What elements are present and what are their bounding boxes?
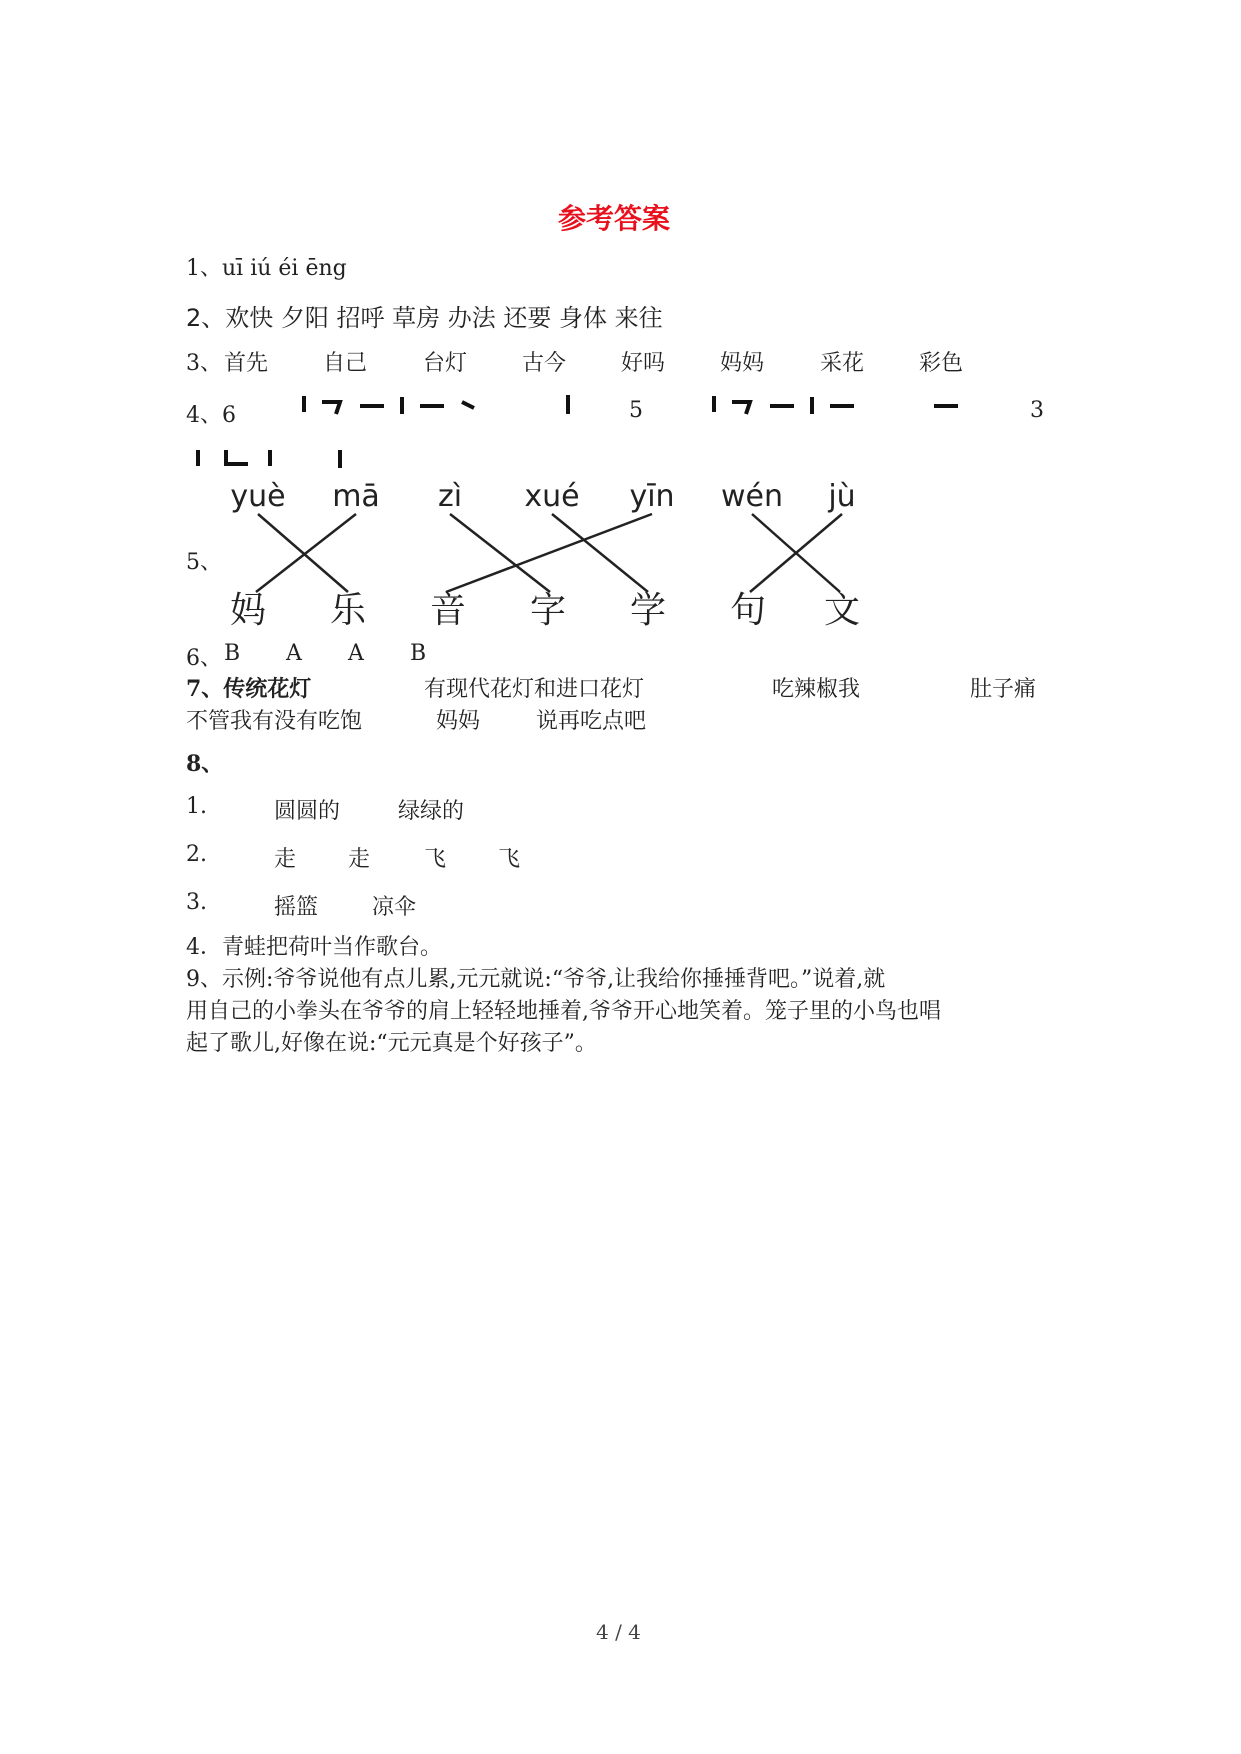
answer-2: 2、欢快 夕阳 招呼 草房 办法 还要 身体 来往 — [186, 304, 663, 332]
hanzi-label: 音 — [429, 590, 467, 630]
stroke-order-icon — [560, 392, 580, 422]
answer-3-word: 好吗 — [621, 351, 666, 376]
answer-8-item-number: 1. — [186, 794, 207, 819]
answer-9-line: 9、示例:爷爷说他有点儿累,元元就说:“爷爷,让我给你捶捶背吧。”说着,就 — [186, 967, 886, 992]
answer-5-number: 5、 — [186, 550, 222, 575]
hanzi-label: 字 — [529, 590, 567, 630]
answer-8-word: 飞 — [498, 847, 521, 872]
answer-7-part — [186, 672, 311, 703]
answer-6-choice: B — [224, 641, 241, 666]
answer-8-word: 绿绿的 — [398, 799, 465, 824]
answer-8-item-number: 2. — [186, 842, 207, 867]
answer-8-word: 走 — [274, 847, 297, 872]
answer-8-word: 飞 — [424, 847, 447, 872]
answer-8-word: 摇篮 — [274, 895, 319, 920]
answer-7-part: 吃辣椒我 — [772, 677, 861, 702]
page-title: 参考答案 — [558, 202, 671, 235]
match-line — [450, 514, 550, 592]
answer-4-number: 4、6 — [186, 403, 236, 428]
answer-4-count: 3 — [1030, 398, 1044, 423]
answer-7-part: 不管我有没有吃饱 — [186, 709, 363, 734]
answer-9-line: 用自己的小拳头在爷爷的肩上轻轻地捶着,爷爷开心地笑着。笼子里的小鸟也唱 — [186, 999, 941, 1024]
answer-9-line: 起了歌儿,好像在说:“元元真是个好孩子”。 — [186, 1031, 597, 1056]
answer-3-word: 彩色 — [919, 351, 964, 376]
hanzi-label: 乐 — [329, 590, 367, 630]
answer-7-part: 肚子痛 — [970, 677, 1037, 702]
answer-6-choice: A — [348, 641, 364, 666]
pinyin-label: jù — [828, 479, 856, 514]
match-line — [552, 514, 648, 592]
pinyin-label: zì — [437, 479, 463, 514]
answer-8-number: 8、 — [186, 751, 224, 777]
stroke-order-icon — [706, 392, 966, 422]
pinyin-label: xué — [524, 479, 580, 514]
pinyin-label: mā — [332, 479, 380, 514]
hanzi-label: 妈 — [229, 590, 267, 630]
pinyin-label: yīn — [629, 479, 675, 514]
pinyin-label: yuè — [230, 479, 286, 514]
answer-7-part: 说再吃点吧 — [536, 709, 647, 734]
answer-8-word: 走 — [348, 847, 371, 872]
answer-6-choice: B — [410, 641, 427, 666]
match-line — [446, 514, 652, 592]
answer-3-word: 自己 — [323, 351, 368, 376]
stroke-order-icon — [296, 392, 486, 422]
answer-8-item-4: 4．青蛙把荷叶当作歌台。 — [186, 935, 442, 960]
answer-1: 1、uī iú éi ēng — [186, 256, 347, 281]
answer-4-count: 5 — [629, 398, 643, 423]
hanzi-label: 文 — [823, 590, 861, 630]
answer-8-word: 圆圆的 — [274, 799, 341, 824]
page-number: 4 / 4 — [596, 1620, 641, 1644]
pinyin-label: wén — [720, 479, 784, 514]
answer-3-word: 首先 — [224, 351, 269, 376]
answer-3-word: 古今 — [522, 351, 567, 376]
answer-6-choice: A — [286, 641, 302, 666]
answer-6-number: 6、 — [186, 646, 222, 671]
answer-8-item-number: 3. — [186, 890, 207, 915]
answer-3-word: 台灯 — [423, 351, 468, 376]
answer-7-text: 7、传统花灯 — [186, 676, 312, 702]
answer-7-part: 有现代花灯和进口花灯 — [424, 677, 645, 702]
hanzi-label: 句 — [729, 590, 767, 630]
answer-8-word: 凉伞 — [372, 895, 417, 920]
hanzi-label: 学 — [629, 590, 667, 630]
answer-3-word: 采花 — [820, 351, 865, 376]
answer-3-number: 3、 — [186, 351, 222, 376]
answer-3-word: 妈妈 — [720, 351, 765, 376]
answer-7-part: 妈妈 — [436, 709, 481, 734]
pinyin-matching-diagram — [210, 470, 890, 630]
